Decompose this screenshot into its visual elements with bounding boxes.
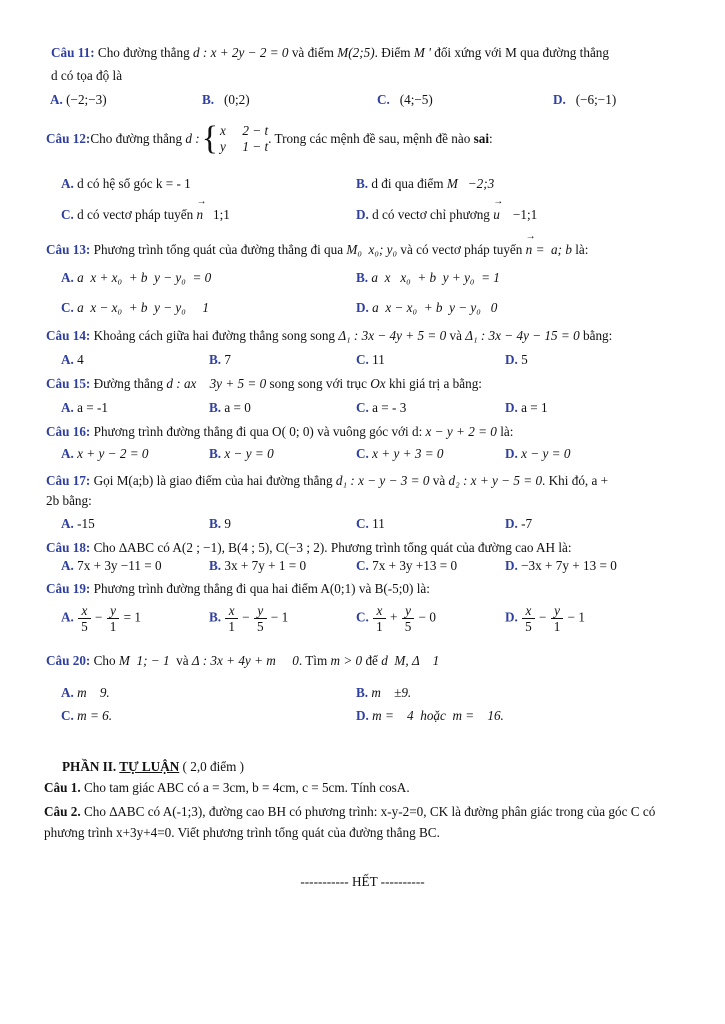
option-a[interactable]: A. x + y − 2 = 0 bbox=[61, 446, 149, 461]
question-13: Câu 13: Phương trình tổng quát của đường thẳng đi qua M₀ x₀; y₀ và có vectơ pháp tuyến → n = a; b là: A. a x + x₀ + b y − y₀ = 0 B. a x x₀ + b y + y₀ = 1 C. a x − x₀ + b y − y₀ 1 D. a x − x₀ + b y − y₀ 0 bbox=[46, 242, 687, 259]
option-a[interactable]: A. (−2;−3) bbox=[50, 92, 107, 107]
q15-options bbox=[46, 400, 687, 420]
q14-options bbox=[46, 352, 687, 372]
question-19: Câu 19: Phương trình đường thẳng đi qua hai điểm A(0;1) và B(-5;0) là: A. $\frac{x}{5}$ − $\frac{y}{1}$ = 1 B. $\frac{x}{1}$ − $\frac{y}{5}$ − 1 C. $\frac{x}{1}$ + $\frac{y}{5}$ − 0 D. $\frac{x}{5}$ − $\frac{y}{1}$ − 1 bbox=[46, 581, 687, 598]
option-b[interactable]: B. x − y = 0 bbox=[209, 446, 274, 461]
option-a[interactable]: A. a x + x₀ + b y − y₀ = 0 bbox=[61, 270, 212, 285]
question-15: Câu 15: Đường thẳng d : ax 3y + 5 = 0 song song với trục Ox khi giá trị a bằng: A. a = -1 B. a = 0 C. a = - 3 D. a = 1 bbox=[46, 376, 687, 393]
option-c[interactable]: C. d có vectơ pháp tuyến → n 1;1 bbox=[61, 207, 230, 224]
option-b[interactable]: B. a = 0 bbox=[209, 400, 251, 415]
question-17: Câu 17: Gọi M(a;b) là giao điểm của hai đường thẳng d₁ : x − y − 3 = 0 và d₂ : x + y − 5 = 0. Khi đó, a + 2b bằng: A. -15 B. 9 C. 11 D. -7 bbox=[46, 473, 687, 509]
q18-number: Câu 18: bbox=[46, 540, 91, 555]
option-d[interactable]: D. a = 1 bbox=[505, 400, 548, 415]
option-d[interactable]: D. d có vectơ chỉ phương → u −1;1 bbox=[356, 207, 537, 224]
q12-number: Câu 12: bbox=[46, 130, 91, 146]
q20-number: Câu 20: bbox=[46, 653, 91, 668]
option-d[interactable]: D. (−6;−1) bbox=[553, 92, 617, 107]
q19-options bbox=[46, 603, 687, 643]
q20-options-row2 bbox=[46, 708, 687, 728]
q16-options bbox=[46, 446, 687, 466]
option-d[interactable]: D. x − y = 0 bbox=[505, 446, 571, 461]
question-14: Câu 14: Khoảng cách giữa hai đường thẳng song song Δ₁ : 3x − 4y + 5 = 0 và Δ₁ : 3x − 4y − 15 = 0 bằng: A. 4 B. 7 C. 11 D. 5 bbox=[46, 328, 687, 345]
option-a[interactable]: A. d có hệ số góc k = - 1 bbox=[61, 176, 191, 191]
option-b[interactable]: B. 3x + 7y + 1 = 0 bbox=[209, 558, 307, 573]
option-a[interactable]: A. 7x + 3y −11 = 0 bbox=[61, 558, 162, 573]
question-16: Câu 16: Phương trình đường thẳng đi qua O( 0; 0) và vuông góc với d: x − y + 2 = 0 là: A. x + y − 2 = 0 B. x − y = 0 C. x + y + 3 = 0 D. x − y = 0 bbox=[46, 424, 687, 441]
option-c[interactable]: C. 11 bbox=[356, 352, 385, 367]
q17-options bbox=[46, 516, 687, 536]
option-c[interactable]: C. m = 6. bbox=[61, 708, 113, 723]
q13-number: Câu 13: bbox=[46, 242, 91, 257]
option-b[interactable]: B. 7 bbox=[209, 352, 231, 367]
q15-number: Câu 15: bbox=[46, 376, 91, 391]
option-a[interactable]: A. m 9. bbox=[61, 685, 110, 700]
option-d[interactable]: D. m = 4 hoặc m = 16. bbox=[356, 708, 504, 723]
q12-options-row1 bbox=[46, 176, 687, 196]
question-12: Câu 12: Cho đường thẳng d : { x 2 − t y 1 − t . Trong các mệnh đề sau, mệnh đề nào sai : A. d có hệ số góc k = - 1 B. d đi qua điểm M −2;3 C. d có vectơ pháp tuyến → n 1;1 D. d có vectơ chỉ phương → u −1;1 bbox=[46, 122, 687, 156]
option-c[interactable]: C. a = - 3 bbox=[356, 400, 407, 415]
option-b[interactable]: B. $\frac{x}{1}$ − $\frac{y}{5}$ − 1 bbox=[209, 603, 289, 634]
q12-options-row2 bbox=[46, 207, 687, 227]
q16-number: Câu 16: bbox=[46, 424, 91, 439]
option-c[interactable]: C. 11 bbox=[356, 516, 385, 531]
system-brace: { bbox=[201, 120, 219, 157]
option-c[interactable]: C. $\frac{x}{1}$ + $\frac{y}{5}$ − 0 bbox=[356, 603, 436, 634]
option-b[interactable]: B. a x x₀ + b y + y₀ = 1 bbox=[356, 270, 500, 285]
option-d[interactable]: D. 5 bbox=[505, 352, 528, 367]
q13-options-row2 bbox=[46, 300, 687, 320]
option-d[interactable]: D. -7 bbox=[505, 516, 533, 531]
option-b[interactable]: B. d đi qua điểm M −2;3 bbox=[356, 176, 495, 191]
part-2-heading: PHẦN II. TỰ LUẬN ( 2,0 điểm ) bbox=[62, 759, 245, 774]
essay-question-2: Câu 2. Cho ∆ABC có A(-1;3), đường cao BH có phương trình: x-y-2=0, CK là đường phân giác trong của góc C có phương trình x+3y+4=0. Viết phương trình tổng quát của đường thẳng BC. bbox=[44, 804, 656, 840]
question-20: Câu 20: Cho M 1; − 1 và Δ : 3x + 4y + m 0. Tìm m > 0 để d M, Δ 1 A. m 9. B. m ±9. C. m = 6. D. m = 4 hoặc m = 16. bbox=[46, 653, 687, 670]
q20-options-row1 bbox=[46, 685, 687, 705]
q19-number: Câu 19: bbox=[46, 581, 91, 596]
q14-number: Câu 14: bbox=[46, 328, 91, 343]
question-18: Câu 18: Cho ∆ABC có A(2 ; −1), B(4 ; 5), C(−3 ; 2). Phương trình tổng quát của đường cao AH là: A. 7x + 3y −11 = 0 B. 3x + 7y + 1 = 0 C. 7x + 3y +13 = 0 D. −3x + 7y + 13 = 0 bbox=[46, 540, 687, 557]
option-b[interactable]: B. 9 bbox=[209, 516, 231, 531]
option-c[interactable]: C. (4;−5) bbox=[377, 92, 433, 107]
question-11: Câu 11: Cho đường thẳng d : x + 2y − 2 = 0 và điểm M(2;5). Điểm M ' đối xứng với M qua đường thẳng d có tọa độ là A. (−2;−3) B. (0;2) C. (4;−5) D. (−6;−1) bbox=[46, 45, 687, 84]
option-a[interactable]: A. $\frac{x}{5}$ − $\frac{y}{1}$ = 1 bbox=[61, 603, 141, 634]
option-c[interactable]: C. a x − x₀ + b y − y₀ 1 bbox=[61, 300, 209, 315]
option-b[interactable]: B. m ±9. bbox=[356, 685, 412, 700]
q11-options bbox=[46, 92, 687, 112]
option-d[interactable]: D. $\frac{x}{5}$ − $\frac{y}{1}$ − 1 bbox=[505, 603, 585, 634]
option-d[interactable]: D. −3x + 7y + 13 = 0 bbox=[505, 558, 617, 573]
essay-question-1: Câu 1. Cho tam giác ABC có a = 3cm, b = 4cm, c = 5cm. Tính cosA. bbox=[44, 780, 410, 795]
option-a[interactable]: A. a = -1 bbox=[61, 400, 108, 415]
end-marker: ----------- HẾT ---------- bbox=[300, 874, 425, 889]
option-a[interactable]: A. -15 bbox=[61, 516, 95, 531]
q11-number: Câu 11: bbox=[51, 45, 95, 60]
option-b[interactable]: B. (0;2) bbox=[202, 92, 250, 107]
q18-options bbox=[46, 558, 687, 578]
q17-number: Câu 17: bbox=[46, 473, 91, 488]
option-d[interactable]: D. a x − x₀ + b y − y₀ 0 bbox=[356, 300, 498, 315]
option-a[interactable]: A. 4 bbox=[61, 352, 84, 367]
option-c[interactable]: C. x + y + 3 = 0 bbox=[356, 446, 444, 461]
option-c[interactable]: C. 7x + 3y +13 = 0 bbox=[356, 558, 458, 573]
q13-options-row1 bbox=[46, 270, 687, 290]
